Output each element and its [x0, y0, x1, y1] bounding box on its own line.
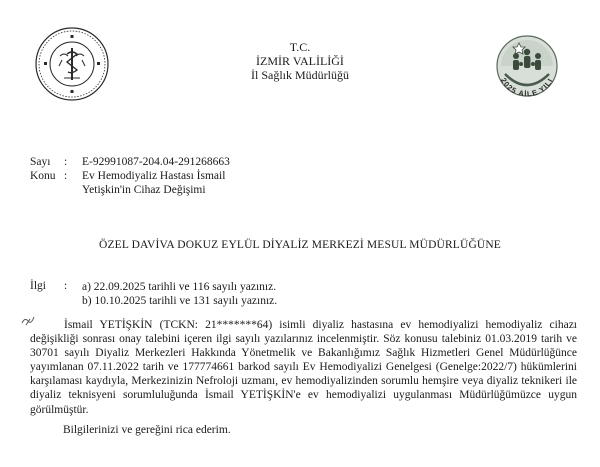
ilgi-item: a) 22.09.2025 tarihli ve 116 sayılı yazınız. — [82, 281, 277, 293]
ilgi-item: b) 10.10.2025 tarihli ve 131 sayılı yazınız. — [82, 295, 278, 307]
konu-label: Konu — [30, 170, 56, 182]
ilgi-list — [82, 280, 277, 308]
konu-colon: : — [64, 170, 68, 182]
ilgi-colon: : — [64, 280, 68, 292]
sayi-label: Sayı — [30, 156, 51, 168]
letterhead-line-governorship: İZMİR VALİLİĞİ — [256, 54, 344, 68]
konu-line-1: Ev Hemodiyaliz Hastası İsmail — [82, 170, 226, 182]
letterhead-line-directorate: İl Sağlık Müdürlüğü — [251, 68, 349, 82]
closing-line: Bilgilerinizi ve gereğini rica ederim. — [63, 424, 231, 436]
2025-aile-yili-emblem-icon — [486, 26, 568, 108]
meta-konu-row — [0, 169, 600, 197]
emblem-caption: 2025 AİLE YILI — [498, 76, 556, 99]
letterhead-line-tc: T.C. — [289, 40, 311, 54]
konu-line-2: Yetişkin'in Cihaz Değişimi — [82, 184, 206, 196]
meta-sayi-row — [0, 155, 600, 169]
ilgi-label: İlgi — [30, 280, 46, 292]
recipient-heading: ÖZEL DAVİVA DOKUZ EYLÜL DİYALİZ MERKEZİ MESUL MÜDÜRLÜĞÜNE — [99, 239, 501, 251]
sayi-value: E-92991087-204.04-291268663 — [82, 156, 230, 168]
body-paragraph: İsmail YETİŞKİN (TCKN: 21*******64) isimli diyaliz hastasına ev hemodiyalizi hemodiyaliz cihazı değişikliği sonrası onay talebini içeren ilgi sayılı yazılarınız incelenmiştir. Söz konusu talebiniz 01.03.2019 tarih ve 30701 sayılı Diyaliz Merkezleri Hakkında Yönetmelik ve Bakanlığımız Sağlık Hizmetleri Genel Müdürlüğünce yayımlanan 07.11.2022 tarih ve 177774661 barkod sayılı Ev Hemodiyalizi Genelgesi (Genelge:2022/7) hükümlerini karşılaması kaydıyla, Merkezinizin Nefroloji uzmanı, ev hemodiyalizinden sorumlu hemşire veya diyaliz teknikeri ile diyaliz teknisyeni sorumluluğunda İsmail YETİŞKİN'e ev hemodiyalizi uygulanması Müdürlüğümüzce uygun görülmüştür. — [30, 319, 577, 416]
sayi-colon: : — [64, 156, 68, 168]
